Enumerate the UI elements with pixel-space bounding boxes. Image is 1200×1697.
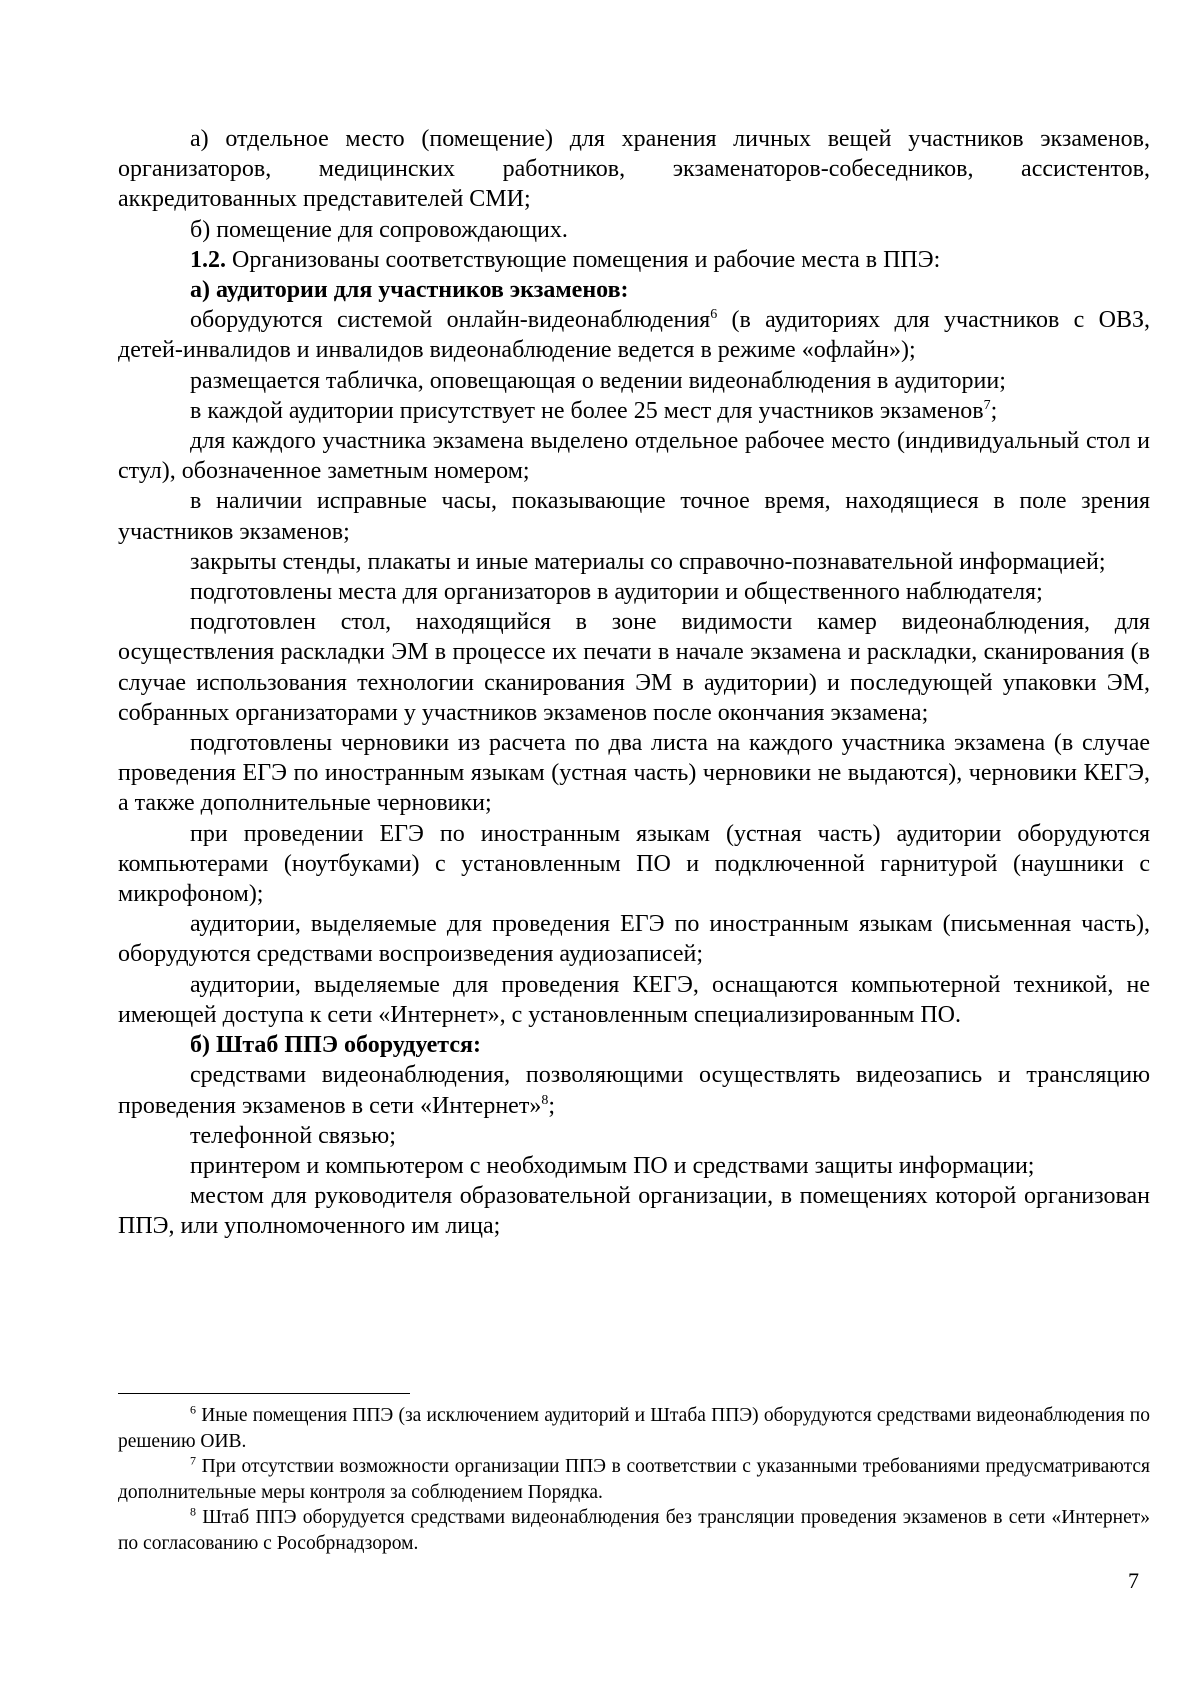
footnote-mark: 6 bbox=[190, 1402, 196, 1417]
paragraph: местом для руководителя образовательной организации, в помещениях которой организован ППЭ, или уполномоченного им лица; bbox=[118, 1183, 1150, 1240]
paragraph: б) помещение для сопровождающих. bbox=[190, 216, 568, 243]
footnote-mark: 7 bbox=[190, 1453, 196, 1468]
paragraph: аудитории, выделяемые для проведения ЕГЭ по иностранным языкам (письменная часть), оборудуются средствами воспроизведения аудиозаписей; bbox=[118, 911, 1150, 968]
paragraph: средствами видеонаблюдения, позволяющими осуществлять видеозапись и трансляцию проведения экзаменов в сети «Интернет»$^8$; bbox=[118, 1062, 1150, 1119]
paragraph: аудитории, выделяемые для проведения КЕГЭ, оснащаются компьютерной техникой, не имеющей доступа к сети «Интернет», с установленным специализированным ПО. bbox=[118, 971, 1150, 1028]
subsection-heading: а) аудитории для участников экзаменов: bbox=[190, 277, 629, 304]
footnote-separator bbox=[118, 1393, 410, 1394]
page-number: 7 bbox=[1128, 1568, 1139, 1593]
paragraph: подготовлены черновики из расчета по два листа на каждого участника экзамена (в случае проведения ЕГЭ по иностранным языкам (устная часть) черновики не выдаются), черновики КЕГЭ, а также дополнительные черновики; bbox=[118, 730, 1150, 817]
footnote: $^8$ Штаб ППЭ оборудуется средствами видеонаблюдения без трансляции проведения экзаменов в сети «Интернет» по согласованию с Рособрнадзором. bbox=[118, 1504, 1150, 1554]
footnote: $^6$ Иные помещения ППЭ (за исключением аудиторий и Штаба ППЭ) оборудуются средствами видеонаблюдения по решению ОИВ. bbox=[118, 1402, 1150, 1452]
footnote: $^7$ При отсутствии возможности организации ППЭ в соответствии с указанными требованиями предусматриваются дополнительные меры контроля за соблюдением Порядка. bbox=[118, 1453, 1150, 1503]
paragraph: подготовлен стол, находящийся в зоне видимости камер видеонаблюдения, для осуществления раскладки ЭМ в процессе их печати в начале экзамена и раскладки, сканирования (в случае использования технологии сканирования ЭМ в аудитории) и последующей упаковки ЭМ, собранных организаторами у участников экзаменов после окончания экзамена; bbox=[118, 609, 1150, 726]
body-text bbox=[118, 124, 1150, 1242]
paragraph: оборудуются системой онлайн-видеонаблюдения$^6$ (в аудиториях для участников с ОВЗ, детей-инвалидов и инвалидов видеонаблюдение ведется в режиме «офлайн»); bbox=[118, 307, 1150, 364]
paragraph: принтером и компьютером с необходимым ПО и средствами защиты информации; bbox=[190, 1152, 1035, 1179]
footnote-mark: 8 bbox=[190, 1504, 196, 1519]
paragraph: для каждого участника экзамена выделено отдельное рабочее место (индивидуальный стол и стул), обозначенное заметным номером; bbox=[118, 428, 1150, 485]
paragraph: при проведении ЕГЭ по иностранным языкам (устная часть) аудитории оборудуются компьютерами (ноутбуками) с установленным ПО и подключенной гарнитурой (наушники с микрофоном); bbox=[118, 820, 1150, 908]
paragraph: закрыты стенды, плакаты и иные материалы со справочно-познавательной информацией; bbox=[190, 548, 1106, 575]
paragraph: подготовлены места для организаторов в аудитории и общественного наблюдателя; bbox=[190, 579, 1043, 606]
paragraph: в каждой аудитории присутствует не более 25 мест для участников экзаменов$^7$; bbox=[190, 397, 998, 424]
paragraph: а) отдельное место (помещение) для хранения личных вещей участников экзаменов, организаторов, медицинских работников, экзаменаторов-собеседников, ассистентов, аккредитованных представителей СМИ; bbox=[118, 126, 1150, 213]
section-number: 1.2. bbox=[190, 246, 226, 273]
paragraph: в наличии исправные часы, показывающие точное время, находящиеся в поле зрения участников экзаменов; bbox=[118, 488, 1150, 545]
footnote-ref: 8 bbox=[541, 1092, 549, 1108]
section-paragraph: 1.2. Организованы соответствующие помещения и рабочие места в ППЭ: bbox=[190, 246, 941, 273]
subsection-heading: б) Штаб ППЭ оборудуется: bbox=[190, 1032, 482, 1059]
footnotes bbox=[118, 1403, 1150, 1556]
paragraph: размещается табличка, оповещающая о ведении видеонаблюдения в аудитории; bbox=[190, 367, 1006, 394]
footnote-ref: 7 bbox=[983, 397, 991, 413]
paragraph: телефонной связью; bbox=[190, 1122, 396, 1149]
footnote-ref: 6 bbox=[710, 307, 718, 323]
